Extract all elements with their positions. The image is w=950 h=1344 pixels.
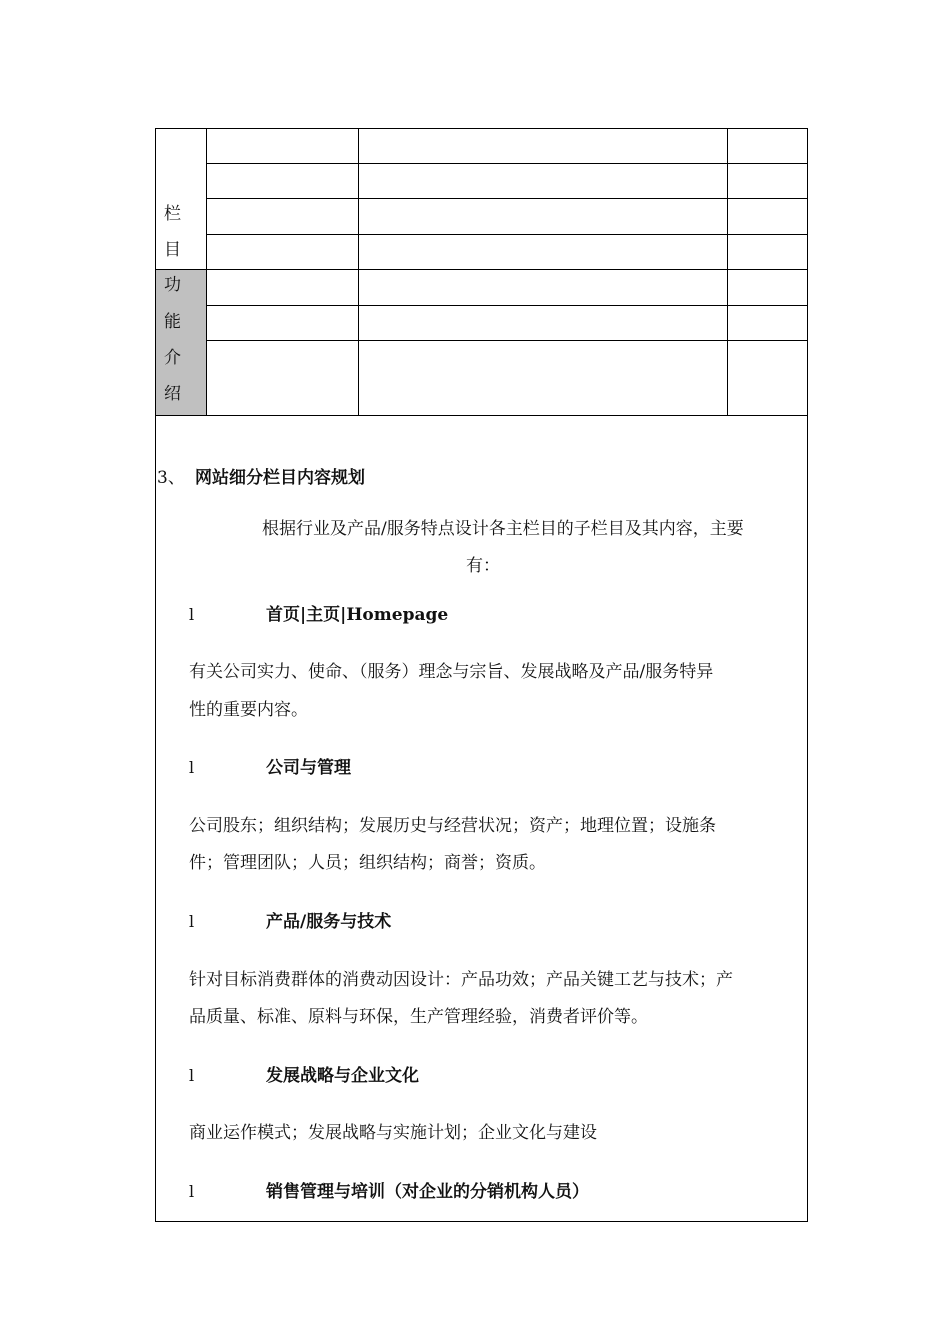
- item-body-line: 商业运作模式；发展战略与实施计划；企业文化与建设: [189, 1123, 597, 1143]
- table-col-divider: [206, 128, 207, 415]
- bullet-marker: l: [189, 758, 195, 777]
- table-row-divider: [206, 234, 808, 235]
- item-heading: 销售管理与培训（对企业的分销机构人员）: [266, 1182, 589, 1202]
- item-heading: 产品/服务与技术: [266, 912, 392, 932]
- side-label-char: 栏: [164, 204, 181, 224]
- side-label-char: 介: [164, 348, 181, 368]
- item-body-line: 针对目标消费群体的消费动因设计：产品功效；产品关键工艺与技术；产: [189, 970, 733, 990]
- section-title: 网站细分栏目内容规划: [195, 468, 365, 488]
- table-col-divider: [358, 128, 359, 415]
- side-label-char: 能: [164, 312, 181, 332]
- bullet-marker: l: [189, 912, 195, 931]
- table-row-divider: [206, 198, 808, 199]
- item-heading: 发展战略与企业文化: [266, 1066, 419, 1086]
- side-label-char: 目: [164, 240, 181, 260]
- bullet-marker: l: [189, 1182, 195, 1201]
- side-label-char: 绍: [164, 384, 181, 404]
- table-bottom-border: [155, 415, 808, 416]
- table-row-divider: [206, 305, 808, 306]
- intro-line: 有：: [466, 556, 500, 576]
- item-heading: 公司与管理: [266, 758, 351, 778]
- intro-line: 根据行业及产品/服务特点设计各主栏目的子栏目及其内容，主要: [262, 519, 744, 539]
- table-row-divider: [155, 269, 808, 270]
- item-body-line: 公司股东；组织结构；发展历史与经营状况；资产；地理位置；设施条: [189, 816, 716, 836]
- section-number: 3、: [157, 468, 185, 488]
- item-body-line: 件；管理团队；人员；组织结构；商誉；资质。: [189, 853, 546, 873]
- bullet-marker: l: [189, 1066, 195, 1085]
- side-label-char: 功: [164, 275, 181, 295]
- table-col-divider: [727, 128, 728, 415]
- bullet-marker: l: [189, 605, 195, 624]
- table-row-divider: [206, 163, 808, 164]
- item-body-line: 有关公司实力、使命、（服务）理念与宗旨、发展战略及产品/服务特异: [189, 662, 714, 682]
- item-body-line: 性的重要内容。: [189, 700, 308, 720]
- table-row-divider: [206, 340, 808, 341]
- item-heading: 首页|主页|Homepage: [266, 605, 449, 625]
- item-body-line: 品质量、标准、原料与环保，生产管理经验，消费者评价等。: [189, 1007, 648, 1027]
